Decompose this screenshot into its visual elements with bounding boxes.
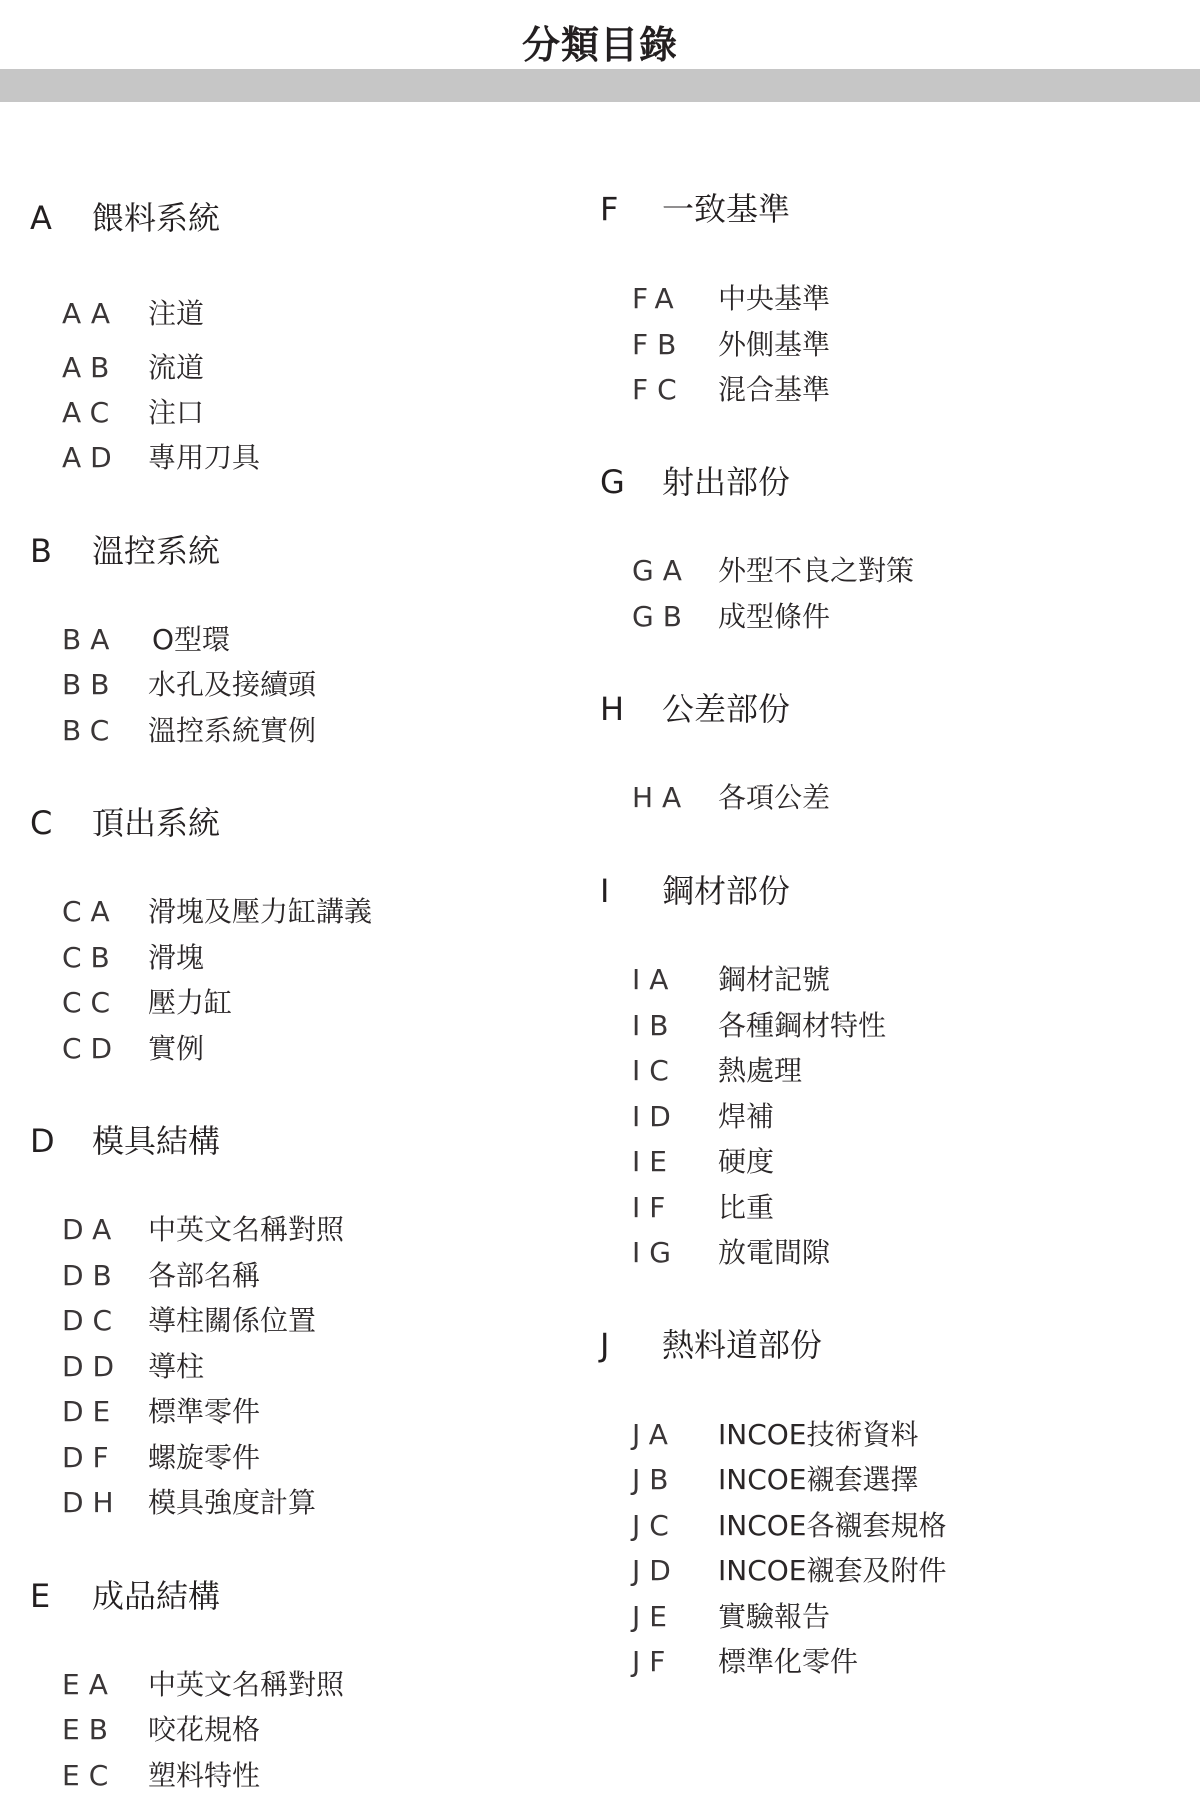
item-label: 鋼材記號 <box>718 963 831 996</box>
item-label: 放電間隙 <box>718 1236 831 1269</box>
item-label: 導柱關係位置 <box>148 1304 317 1337</box>
item-label: 壓力缸 <box>148 986 233 1019</box>
section-label: 溫控系統 <box>92 532 221 570</box>
section-code: D <box>30 1122 55 1160</box>
item-code: EA <box>62 1668 117 1701</box>
item-code: CD <box>62 1032 122 1065</box>
item-label: INCOE技術資料 <box>718 1418 919 1451</box>
item-label: 水孔及接續頭 <box>148 668 317 701</box>
section-code: C <box>30 804 53 842</box>
item-code: GB <box>632 600 691 633</box>
section-code: J <box>600 1326 610 1364</box>
title-bar <box>0 69 1200 102</box>
item-code: ID <box>632 1100 680 1133</box>
item-code: AD <box>62 441 121 474</box>
item-label: 中英文名稱對照 <box>148 1213 345 1246</box>
section-label: 熱料道部份 <box>662 1326 823 1364</box>
item-code: IB <box>632 1009 678 1042</box>
section-label: 鋼材部份 <box>662 872 791 910</box>
item-label: 塑料特性 <box>148 1759 261 1792</box>
item-label: 咬花規格 <box>148 1713 261 1746</box>
item-label: 溫控系統實例 <box>148 714 317 747</box>
item-code: DH <box>62 1486 123 1519</box>
item-code: IF <box>632 1191 675 1224</box>
section-code: I <box>600 872 610 910</box>
item-code: FB <box>632 328 686 361</box>
item-code: AB <box>62 351 119 384</box>
item-code: HA <box>632 781 691 814</box>
item-label: 注道 <box>148 297 205 330</box>
section-code: A <box>30 199 52 237</box>
item-code: DD <box>62 1350 124 1383</box>
item-label: 流道 <box>148 351 205 384</box>
item-label: 專用刀具 <box>148 441 261 474</box>
item-label: INCOE各襯套規格 <box>718 1509 947 1542</box>
page-title: 分類目錄 <box>521 23 678 67</box>
item-label: 混合基準 <box>718 373 831 406</box>
section-label: 成品結構 <box>92 1577 221 1615</box>
item-label: 標準化零件 <box>718 1645 859 1678</box>
section-label: 公差部份 <box>662 690 791 728</box>
item-code: BC <box>62 714 119 747</box>
item-label: 中央基準 <box>718 282 831 315</box>
item-label: 成型條件 <box>718 600 831 633</box>
item-code: DA <box>62 1213 121 1246</box>
item-code: JF <box>632 1645 675 1678</box>
item-code: DF <box>62 1441 118 1474</box>
item-code: DB <box>62 1259 121 1292</box>
item-code: JD <box>632 1554 680 1587</box>
item-code: FC <box>632 373 686 406</box>
section-label: 一致基準 <box>662 190 791 228</box>
item-label: 各部名稱 <box>148 1259 261 1292</box>
section-code: F <box>600 190 619 228</box>
section-label: 餵料系統 <box>92 199 221 237</box>
item-code: JE <box>632 1600 676 1633</box>
item-label: 中英文名稱對照 <box>148 1668 345 1701</box>
item-label: 焊補 <box>718 1100 775 1133</box>
item-label: INCOE襯套選擇 <box>718 1463 919 1496</box>
item-code: IG <box>632 1236 680 1269</box>
item-label: INCOE襯套及附件 <box>718 1554 947 1587</box>
section-label: 射出部份 <box>662 463 791 501</box>
item-code: EC <box>62 1759 118 1792</box>
item-label: 各種鋼材特性 <box>718 1009 887 1042</box>
item-code: BB <box>62 668 119 701</box>
item-label: 熱處理 <box>718 1054 803 1087</box>
item-label: 滑塊 <box>148 941 205 974</box>
item-label: 實驗報告 <box>718 1600 831 1633</box>
item-code: FA <box>632 282 683 315</box>
item-code: AA <box>62 297 120 330</box>
item-code: CB <box>62 941 119 974</box>
section-code: B <box>30 532 52 570</box>
item-code: CA <box>62 895 119 928</box>
item-label: 外型不良之對策 <box>718 554 915 587</box>
item-code: EB <box>62 1713 117 1746</box>
item-label: 硬度 <box>718 1145 775 1178</box>
item-label: 導柱 <box>148 1350 205 1383</box>
item-label: 螺旋零件 <box>148 1441 261 1474</box>
item-code: DC <box>62 1304 122 1337</box>
item-code: JA <box>632 1418 677 1451</box>
item-code: CC <box>62 986 120 1019</box>
item-code: IC <box>632 1054 678 1087</box>
section-code: G <box>600 463 625 501</box>
item-code: AC <box>62 396 119 429</box>
item-label: 實例 <box>148 1032 205 1065</box>
item-label: 各項公差 <box>718 781 831 814</box>
item-code: DE <box>62 1395 120 1428</box>
item-code: GA <box>632 554 691 587</box>
item-label: 注口 <box>148 396 205 429</box>
item-code: BA <box>62 623 119 656</box>
section-code: E <box>30 1577 51 1615</box>
section-label: 頂出系統 <box>92 804 221 842</box>
item-label: 模具強度計算 <box>148 1486 317 1519</box>
item-code: JB <box>632 1463 678 1496</box>
item-code: IE <box>632 1145 676 1178</box>
item-label: 標準零件 <box>148 1395 261 1428</box>
item-label: 比重 <box>718 1191 775 1224</box>
section-code: H <box>600 690 625 728</box>
item-code: JC <box>632 1509 678 1542</box>
item-label: 外側基準 <box>718 328 831 361</box>
item-label: 滑塊及壓力缸講義 <box>148 895 373 928</box>
item-code: IA <box>632 963 678 996</box>
item-label: O型環 <box>152 623 231 656</box>
section-label: 模具結構 <box>92 1122 221 1160</box>
